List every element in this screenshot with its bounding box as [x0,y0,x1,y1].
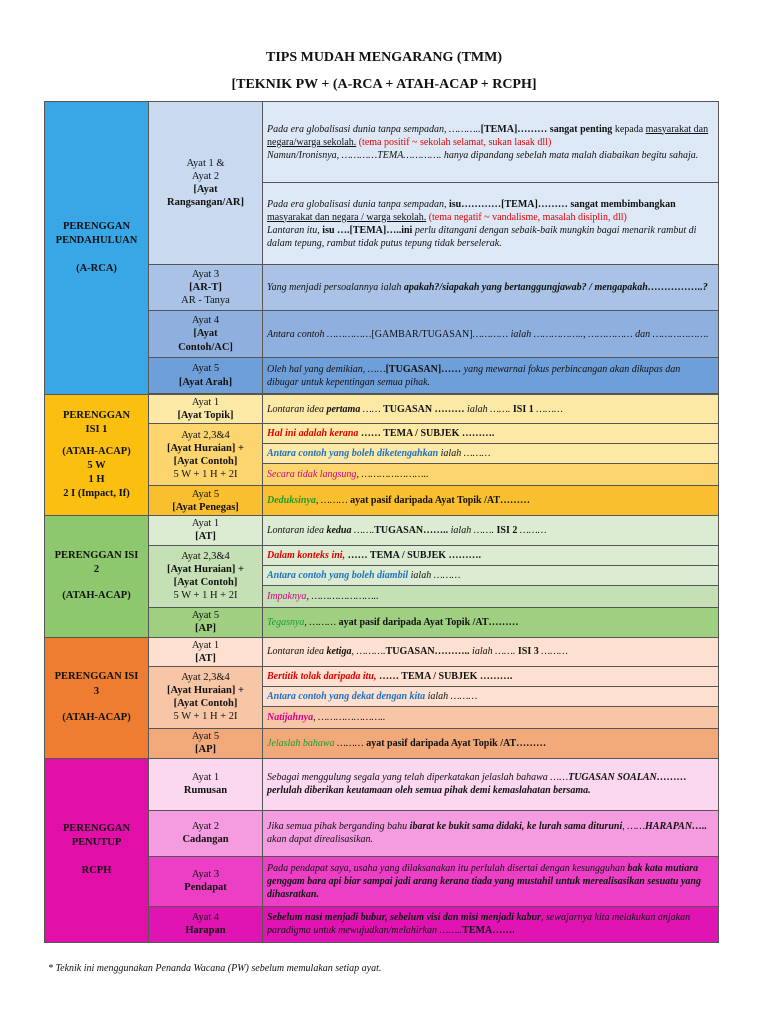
text-isi1-topik: Lontaran idea pertama …… TUGASAN ……… ialah ……. ISI 1 ……… [263,395,719,424]
page-title: TIPS MUDAH MENGARANG (TMM) [265,50,503,65]
text-ayat-contoh: Antara contoh ……………[GAMBAR/TUGASAN]………… ialah …………….., …………… dan ………………. [263,311,719,358]
text-isi2-impak: Impaknya, ………………….. [263,585,719,607]
ayat-cadangan: Ayat 2 Cadangan [149,810,263,856]
ayat-contoh: Ayat 4 [Ayat Contoh/AC] [149,311,263,358]
ayat-topik: Ayat 1 [AT] [149,637,263,666]
text-harapan: Sebelum nasi menjadi bubur, sebelum visi dan misi menjadi kabur, sewajarnya kita melakukan anjakan paradigma untuk mewujudkan/melahirkan ……..TEMA……. [263,906,719,942]
ayat-huraian-contoh: Ayat 2,3&4 [Ayat Huraian] + [Ayat Contoh] 5 W + 1 H + 2I [149,666,263,728]
table-row [45,395,719,424]
text-isi1-huraian: Hal ini adalah kerana …… TEMA / SUBJEK ………. [263,424,719,444]
ayat-penegas: Ayat 5 [AP] [149,728,263,758]
text-rumusan: Sebagai menggulung segala yang telah diperkatakan jelaslah bahawa ……TUGASAN SOALAN……… perlulah diberikan keutamaan oleh semua pihak demi kemaslahatan bersama. [263,758,719,810]
ayat-topik: Ayat 1 [AT] [149,516,263,545]
text-cadangan: Jika semua pihak berganding bahu ibarat ke bukit sama didaki, ke lurah sama dituruni, ……HARAPAN….. akan dapat direalisasikan. [263,810,719,856]
ayat-pendapat: Ayat 3 Pendapat [149,856,263,906]
ayat-arah: Ayat 5 [Ayat Arah] [149,358,263,394]
text-isi3-impak: Natijahnya, ………………….. [263,706,719,728]
section-isi-3: PERENGGAN ISI 3 (ATAH-ACAP) [45,637,149,758]
ayat-harapan: Ayat 4 Harapan [149,906,263,942]
section-isi-1: PERENGGAN ISI 1 (ATAH-ACAP) 5 W 1 H 2 I (Impact, If) [45,395,149,516]
text-isi2-penegas: Tegasnya, ……… ayat pasif daripada Ayat Topik /AT……… [263,607,719,637]
text-isi1-contoh: Antara contoh yang boleh diketengahkan ialah ……… [263,444,719,464]
text-isi1-impak: Secara tidak langsung, ………………….. [263,464,719,486]
text-ayat-arah: Oleh hal yang demikian, ……[TUGASAN]…… yang mewarnai fokus perbincangan akan dikupas dan dibugar untuk kepentingan semua pihak. [263,358,719,394]
ayat-huraian-contoh: Ayat 2,3&4 [Ayat Huraian] + [Ayat Contoh] 5 W + 1 H + 2I [149,424,263,486]
footnote: * Teknik ini menggunakan Penanda Wacana (PW) sebelum memulakan setiap ayat. [48,963,382,974]
section-penutup: PERENGGAN PENUTUP RCPH [45,758,149,942]
essay-guide-table [44,101,719,943]
text-isi1-penegas: Deduksinya, ……… ayat pasif daripada Ayat Topik /AT……… [263,486,719,516]
text-rangsangan-negatif: Pada era globalisasi dunia tanpa sempadan, isu…………[TEMA]……… sangat membimbangkan masyarakat dan negara / warga sekolah. (tema negatif ~ vandalisme, masalah disiplin, dll) Lantaran itu, isu ….[TEMA]…..ini perlu ditangani dengan sebaik-baik mungkin bagai menarik rambut di dalam tepung, rambut tidak putus tepung tidak berselerak. [263,183,719,265]
ayat-huraian-contoh: Ayat 2,3&4 [Ayat Huraian] + [Ayat Contoh] 5 W + 1 H + 2I [149,545,263,607]
text-pendapat: Pada pendapat saya, usaha yang dilaksanakan itu perlulah disertai dengan kesungguhan bak kata mutiara genggam bara api biar sampai jadi arang kerana tiada yang mustahil untuk merealisasikan sesuatu yang dihasratkan. [263,856,719,906]
text-isi2-contoh: Antara contoh yang boleh diambil ialah ……… [263,565,719,585]
ayat-penegas: Ayat 5 [AP] [149,607,263,637]
table-row [45,758,719,810]
ayat-topik: Ayat 1 [Ayat Topik] [149,395,263,424]
page-subtitle: [TEKNIK PW + (A-RCA + ATAH-ACAP + RCPH] [231,77,537,92]
section-isi-2: PERENGGAN ISI 2 (ATAH-ACAP) [45,516,149,637]
ayat-rumusan: Ayat 1 Rumusan [149,758,263,810]
text-isi3-topik: Lontaran idea ketiga, ……….TUGASAN……….. ialah ……. ISI 3 ……… [263,637,719,666]
table-row [45,516,719,545]
ayat-ar-tanya: Ayat 3 [AR-T] AR - Tanya [149,265,263,311]
text-ar-tanya: Yang menjadi persoalannya ialah apakah?/siapakah yang bertanggungjawab? / mengapakah……………..? [263,265,719,311]
text-isi3-penegas: Jelaslah bahawa ……… ayat pasif daripada Ayat Topik /AT……… [263,728,719,758]
ayat-rangsangan: Ayat 1 & Ayat 2 [Ayat Rangsangan/AR] [149,102,263,265]
text-isi2-huraian: Dalam konteks ini, …… TEMA / SUBJEK ………. [263,545,719,565]
table-row [45,102,719,183]
text-isi3-contoh: Antara contoh yang dekat dengan kita ialah ……… [263,686,719,706]
ayat-penegas: Ayat 5 [Ayat Penegas] [149,486,263,516]
text-isi3-huraian: Bertitik tolak daripada itu, …… TEMA / SUBJEK ………. [263,666,719,686]
section-pendahuluan: PERENGGAN PENDAHULUAN (A-RCA) [45,102,149,395]
text-rangsangan-positif: Pada era globalisasi dunia tanpa sempadan, ………..[TEMA]……… sangat penting kepada masyarakat dan negara/warga sekolah. (tema positif ~ sekolah selamat, sukan lasak dll) Namun/Ironisnya, …………TEMA…………. hanya dipandang sebelah mata malah diabaikan begitu sahaja. [263,102,719,183]
table-row [45,637,719,666]
text-isi2-topik: Lontaran idea kedua …….TUGASAN…….. ialah ……. ISI 2 ……… [263,516,719,545]
